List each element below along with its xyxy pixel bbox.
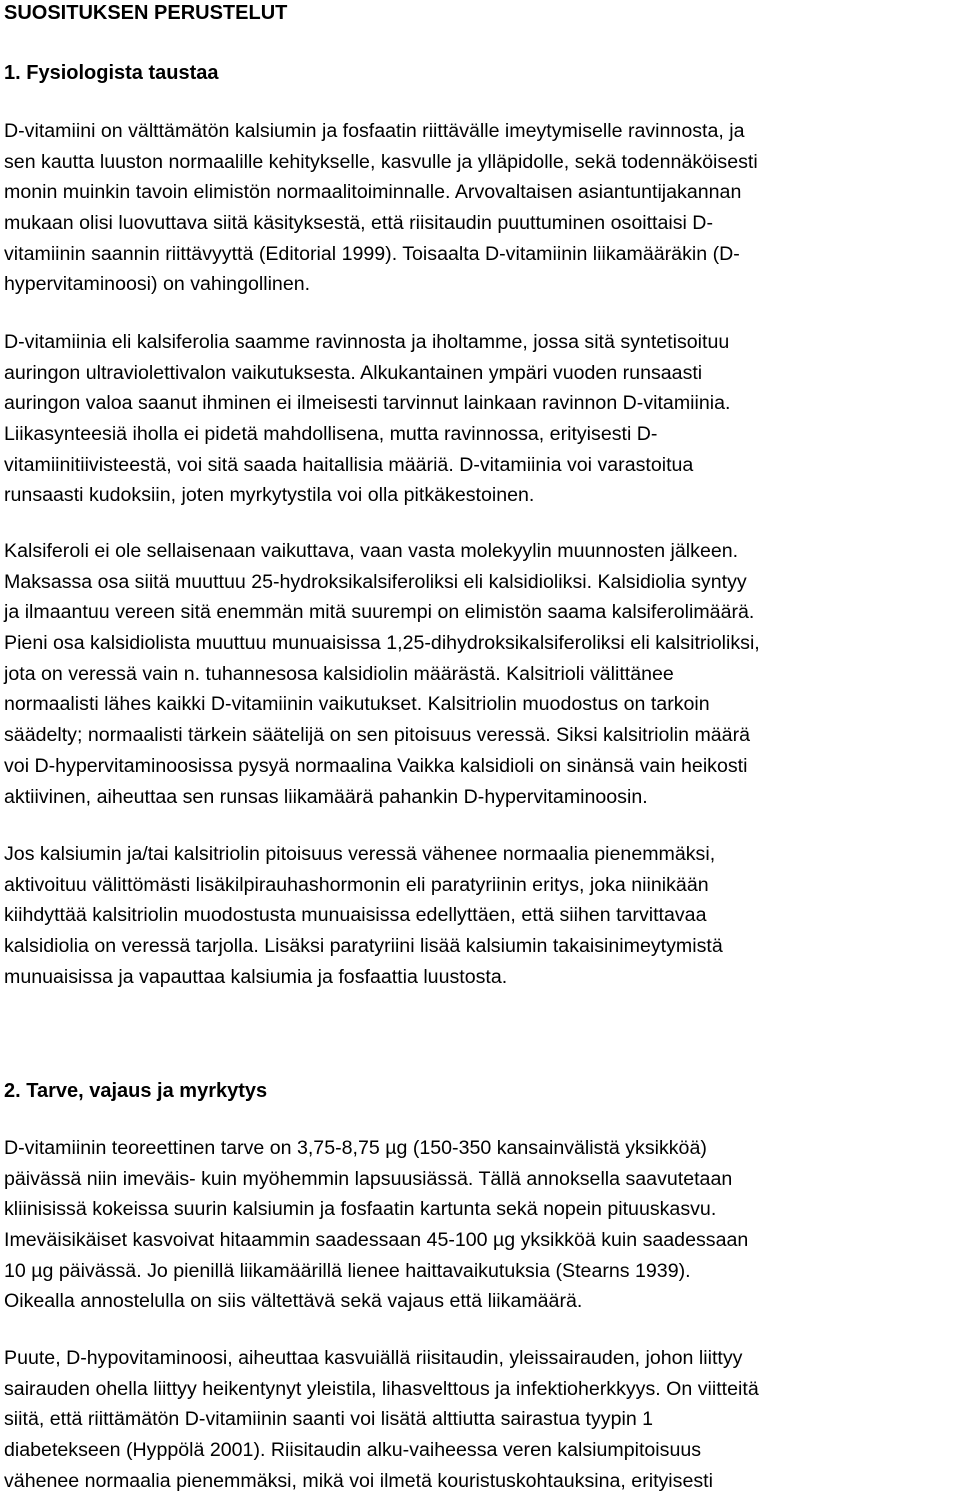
section-1-paragraph-1: [4, 116, 958, 300]
text-line: Jos kalsiumin ja/tai kalsitriolin pitoisuus veressä vähenee normaalia pienemmäksi,: [4, 843, 716, 865]
text-line: Pieni osa kalsidiolista muuttuu munuaisissa 1,25-dihydroksikalsiferoliksi eli kalsitrioliksi,: [4, 632, 760, 655]
text-line: munuaisissa ja vapauttaa kalsiumia ja fosfaattia luustosta.: [4, 965, 508, 988]
text-line: D-vitamiinin teoreettinen tarve on 3,75-8,75 µg (150-350 kansainvälistä yksikköä): [4, 1137, 707, 1159]
section-1-paragraph-4: [4, 839, 958, 992]
text-line: siitä, että riittämätön D-vitamiinin saanti voi lisätä alttiutta sairastua tyypin 1: [4, 1408, 654, 1431]
text-line: auringon ultraviolettivalon vaikutuksesta. Alkukantainen ympäri vuoden runsaasti: [4, 361, 703, 384]
text-line: normaalisti lähes kaikki D-vitamiinin vaikutukset. Kalsitriolin muodostus on tarkoin: [4, 693, 710, 716]
text-line: jota on veressä vain n. tuhannesosa kalsidiolin määrästä. Kalsitrioli välittänee: [4, 662, 674, 685]
text-line: Kalsiferoli ei ole sellaisenaan vaikuttava, vaan vasta molekyylin muunnosten jälkeen.: [4, 540, 739, 562]
section-1-heading: 1. Fysiologista taustaa: [4, 62, 219, 84]
text-line: diabetekseen (Hyppölä 2001). Riisitaudin alku-vaiheessa veren kalsiumpitoisuus: [4, 1439, 702, 1462]
text-line: päivässä niin imeväis- kuin myöhemmin lapsuusiässä. Tällä annoksella saavutetaan: [4, 1167, 733, 1190]
section-2-heading: 2. Tarve, vajaus ja myrkytys: [4, 1080, 268, 1102]
section-2-paragraph-2: [4, 1343, 958, 1496]
text-line: sairauden ohella liittyy heikentynyt yleistila, lihasvelttous ja infektioherkkyys. On viitteitä: [4, 1377, 759, 1400]
text-line: sen kautta luuston normaalille kehitykselle, kasvulle ja ylläpidolle, sekä todennäköisesti: [4, 150, 758, 173]
section-2-paragraph-1: [4, 1133, 958, 1317]
text-line: 10 µg päivässä. Jo pienillä liikamäärillä lienee haittavaikutuksia (Stearns 1939).: [4, 1259, 691, 1282]
text-line: mukaan olisi luovuttava siitä käsityksestä, että riisitaudin puuttuminen osoittaisi D-: [4, 212, 713, 235]
document-title: SUOSITUKSEN PERUSTELUT: [4, 2, 288, 24]
text-line: vähenee normaalia pienemmäksi, mikä voi ilmetä kouristuskohtauksina, erityisesti: [4, 1469, 713, 1492]
text-line: D-vitamiini on välttämätön kalsiumin ja fosfaatin riittävälle imeytymiselle ravinnosta, ja: [4, 120, 745, 142]
text-line: Oikealla annostelulla on siis vältettävä sekä vajaus että liikamäärä.: [4, 1290, 583, 1313]
text-line: säädelty; normaalisti tärkein säätelijä on sen pitoisuus veressä. Siksi kalsitriolin määrä: [4, 724, 750, 747]
text-line: vitamiinin saannin riittävyyttä (Editorial 1999). Toisaalta D-vitamiinin liikamääräkin (D-: [4, 242, 740, 265]
section-1-paragraph-2: [4, 327, 958, 511]
text-line: kalsidiolia on veressä tarjolla. Lisäksi paratyriini lisää kalsiumin takaisinimeytymistä: [4, 935, 723, 958]
text-line: kiihdyttää kalsitriolin muodostusta munuaisissa edellyttäen, että siihen tarvittavaa: [4, 904, 707, 927]
text-line: kliinisissä kokeissa suurin kalsiumin ja fosfaatin kartunta sekä nopein pituuskasvu.: [4, 1198, 717, 1221]
text-line: voi D-hypervitaminoosissa pysyä normaalina Vaikka kalsidioli on sinänsä vain heikosti: [4, 754, 748, 777]
section-1-paragraph-3: [4, 536, 958, 812]
text-line: aktiivinen, aiheuttaa sen runsas liikamäärä pahankin D-hypervitaminoosin.: [4, 785, 648, 808]
text-line: Maksassa osa siitä muuttuu 25-hydroksikalsiferoliksi eli kalsidioliksi. Kalsidiolia syntyy: [4, 570, 747, 593]
text-line: vitamiinitiivisteestä, voi sitä saada haitallisia määriä. D-vitamiinia voi varastoitua: [4, 453, 694, 476]
text-line: ja ilmaantuu vereen sitä enemmän mitä suurempi on elimistön saama kalsiferolimäärä.: [4, 601, 755, 624]
text-line: D-vitamiinia eli kalsiferolia saamme ravinnosta ja iholtamme, jossa sitä syntetisoituu: [4, 331, 730, 353]
text-line: monin muinkin tavoin elimistön normaalitoiminnalle. Arvovaltaisen asiantuntijakannan: [4, 181, 742, 204]
text-line: auringon valoa saanut ihminen ei ilmeisesti tarvinnut lainkaan ravinnon D-vitamiinia.: [4, 392, 731, 415]
text-line: hypervitaminoosi) on vahingollinen.: [4, 273, 311, 296]
text-line: Puute, D-hypovitaminoosi, aiheuttaa kasvuiällä riisitaudin, yleissairauden, johon liittyy: [4, 1347, 743, 1369]
text-line: runsaasti kudoksiin, joten myrkytystila voi olla pitkäkestoinen.: [4, 484, 535, 507]
text-line: Liikasynteesiä iholla ei pidetä mahdollisena, mutta ravinnossa, erityisesti D-: [4, 423, 658, 446]
text-line: Imeväisikäiset kasvoivat hitaammin saadessaan 45-100 µg yksikköä kuin saadessaan: [4, 1229, 749, 1252]
text-line: aktivoituu välittömästi lisäkilpirauhashormonin eli paratyriinin eritys, joka niinikään: [4, 873, 709, 896]
